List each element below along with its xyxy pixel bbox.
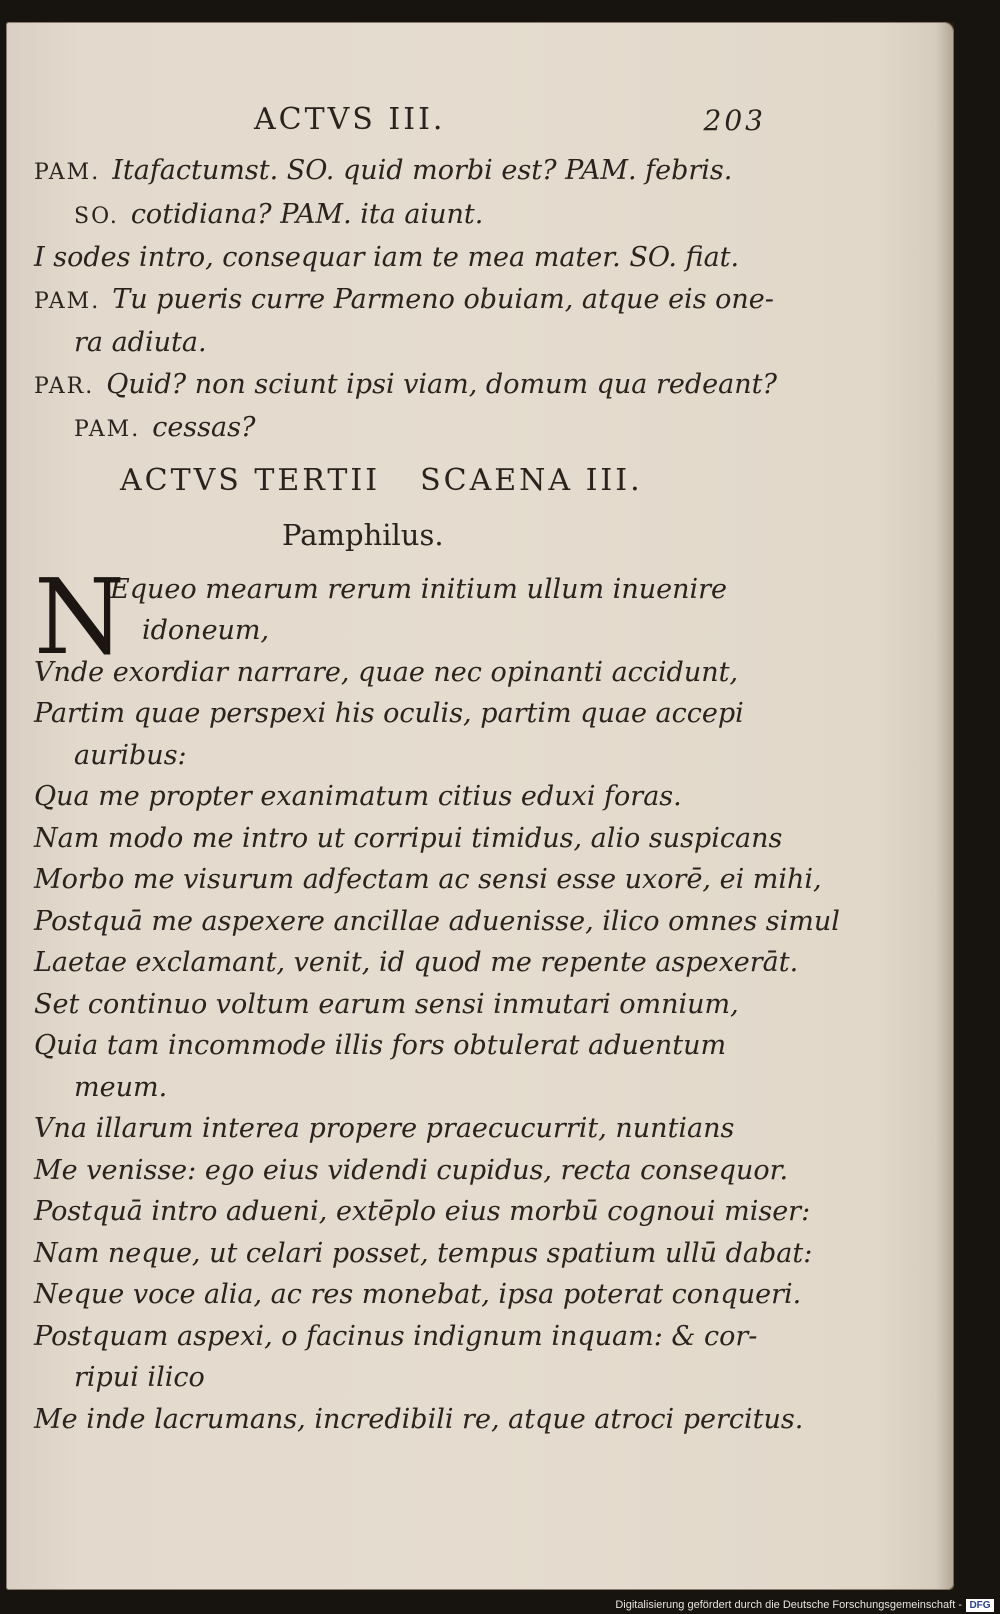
monologue-line: Nam neque, ut celari posset, tempus spatium ullū dabat: (34, 1237, 813, 1269)
dialogue-block (34, 150, 777, 451)
speaker-label: PAM. (34, 288, 101, 314)
dialogue-text: I sodes intro, consequar iam te mea mater. SO. fiat. (34, 242, 740, 273)
running-title: ACTVS III. (254, 102, 446, 137)
monologue-line: Quia tam incommode illis fors obtulerat aduentum (34, 1030, 727, 1061)
dialogue-line (34, 407, 774, 451)
monologue-line: ripui ilico (74, 1362, 205, 1393)
speaker-label: PAM. (74, 417, 141, 442)
monologue-line: Me venisse: ego eius videndi cupidus, recta consequor. (34, 1154, 789, 1186)
drop-cap: N (34, 555, 125, 678)
monologue-line: Neque voce alia, ac res monebat, ipsa poterat conqueri. (34, 1279, 802, 1310)
dialogue-line (34, 237, 774, 279)
monologue-line: Postquam aspexi, o facinus indignum inquam: & cor- (34, 1320, 758, 1352)
monologue-line: Postquā intro adueni, extēplo eius morbū cognoui miser: (34, 1196, 811, 1227)
monologue-line: Vnde exordiar narrare, quae nec opinanti accidunt, (34, 656, 739, 688)
dialogue-text: cessas? (152, 412, 256, 443)
dialogue-text: Quid? non sciunt ipsi viam, domum qua redeant? (106, 368, 777, 400)
monologue-line: Partim quae perspexi his oculis, partim quae accepi (34, 698, 744, 729)
book-page (6, 22, 954, 1590)
monologue-line: Morbo me visurum adfectam ac sensi esse uxorē, ei mihi, (34, 864, 822, 895)
page-number: 203 (703, 104, 766, 137)
scene-label: SCAENA III. (420, 462, 643, 498)
printed-text (34, 100, 840, 1440)
digitization-credit: Digitalisierung gefördert durch die Deutsche Forschungsgemeinschaft - (615, 1599, 962, 1611)
monologue (34, 555, 840, 1441)
dialogue-line (34, 194, 774, 238)
scene-heading (34, 455, 774, 507)
monologue-line: Equeo mearum rerum initium ullum inuenire (110, 573, 727, 605)
dialogue-line (34, 150, 774, 194)
monologue-line: Me inde lacrumans, incredibili re, atque atroci percitus. (34, 1403, 804, 1435)
character-name: Pamphilus. (282, 517, 444, 552)
speaker-label: PAR. (34, 373, 95, 399)
monologue-line: Postquā me aspexere ancillae aduenisse, ilico omnes simul (34, 905, 840, 937)
speaker-label: PAM. (34, 160, 101, 185)
dialogue-text: ra adiuta. (74, 327, 207, 358)
running-header (34, 100, 774, 150)
dialogue-line (34, 364, 777, 408)
dialogue-text: Itafactumst. SO. quid morbi est? PAM. febris. (112, 155, 733, 186)
dialogue-text: Tu pueris curre Parmeno obuiam, atque eis one- (112, 283, 774, 315)
monologue-line: Nam modo me intro ut corripui timidus, alio suspicans (34, 822, 783, 854)
dfg-logo: DFG (966, 1599, 994, 1612)
dialogue-line (34, 322, 774, 364)
monologue-line: Vna illarum interea propere praecucurrit, nuntians (34, 1113, 735, 1144)
dialogue-line (34, 279, 774, 323)
monologue-line: idoneum, (142, 615, 270, 646)
speaker-label: SO. (74, 203, 119, 229)
page-edge-shadow (936, 22, 954, 1590)
monologue-line: Set continuo voltum earum sensi inmutari omnium, (34, 988, 739, 1020)
monologue-line: auribus: (74, 739, 187, 771)
monologue-line: Qua me propter exanimatum citius eduxi foras. (34, 781, 682, 812)
act-label: ACTVS TERTII (120, 462, 381, 498)
monologue-line: Laetae exclamant, venit, id quod me repente aspexerāt. (34, 947, 799, 978)
dialogue-text: cotidiana? PAM. ita aiunt. (130, 198, 484, 230)
monologue-line: meum. (74, 1071, 168, 1103)
